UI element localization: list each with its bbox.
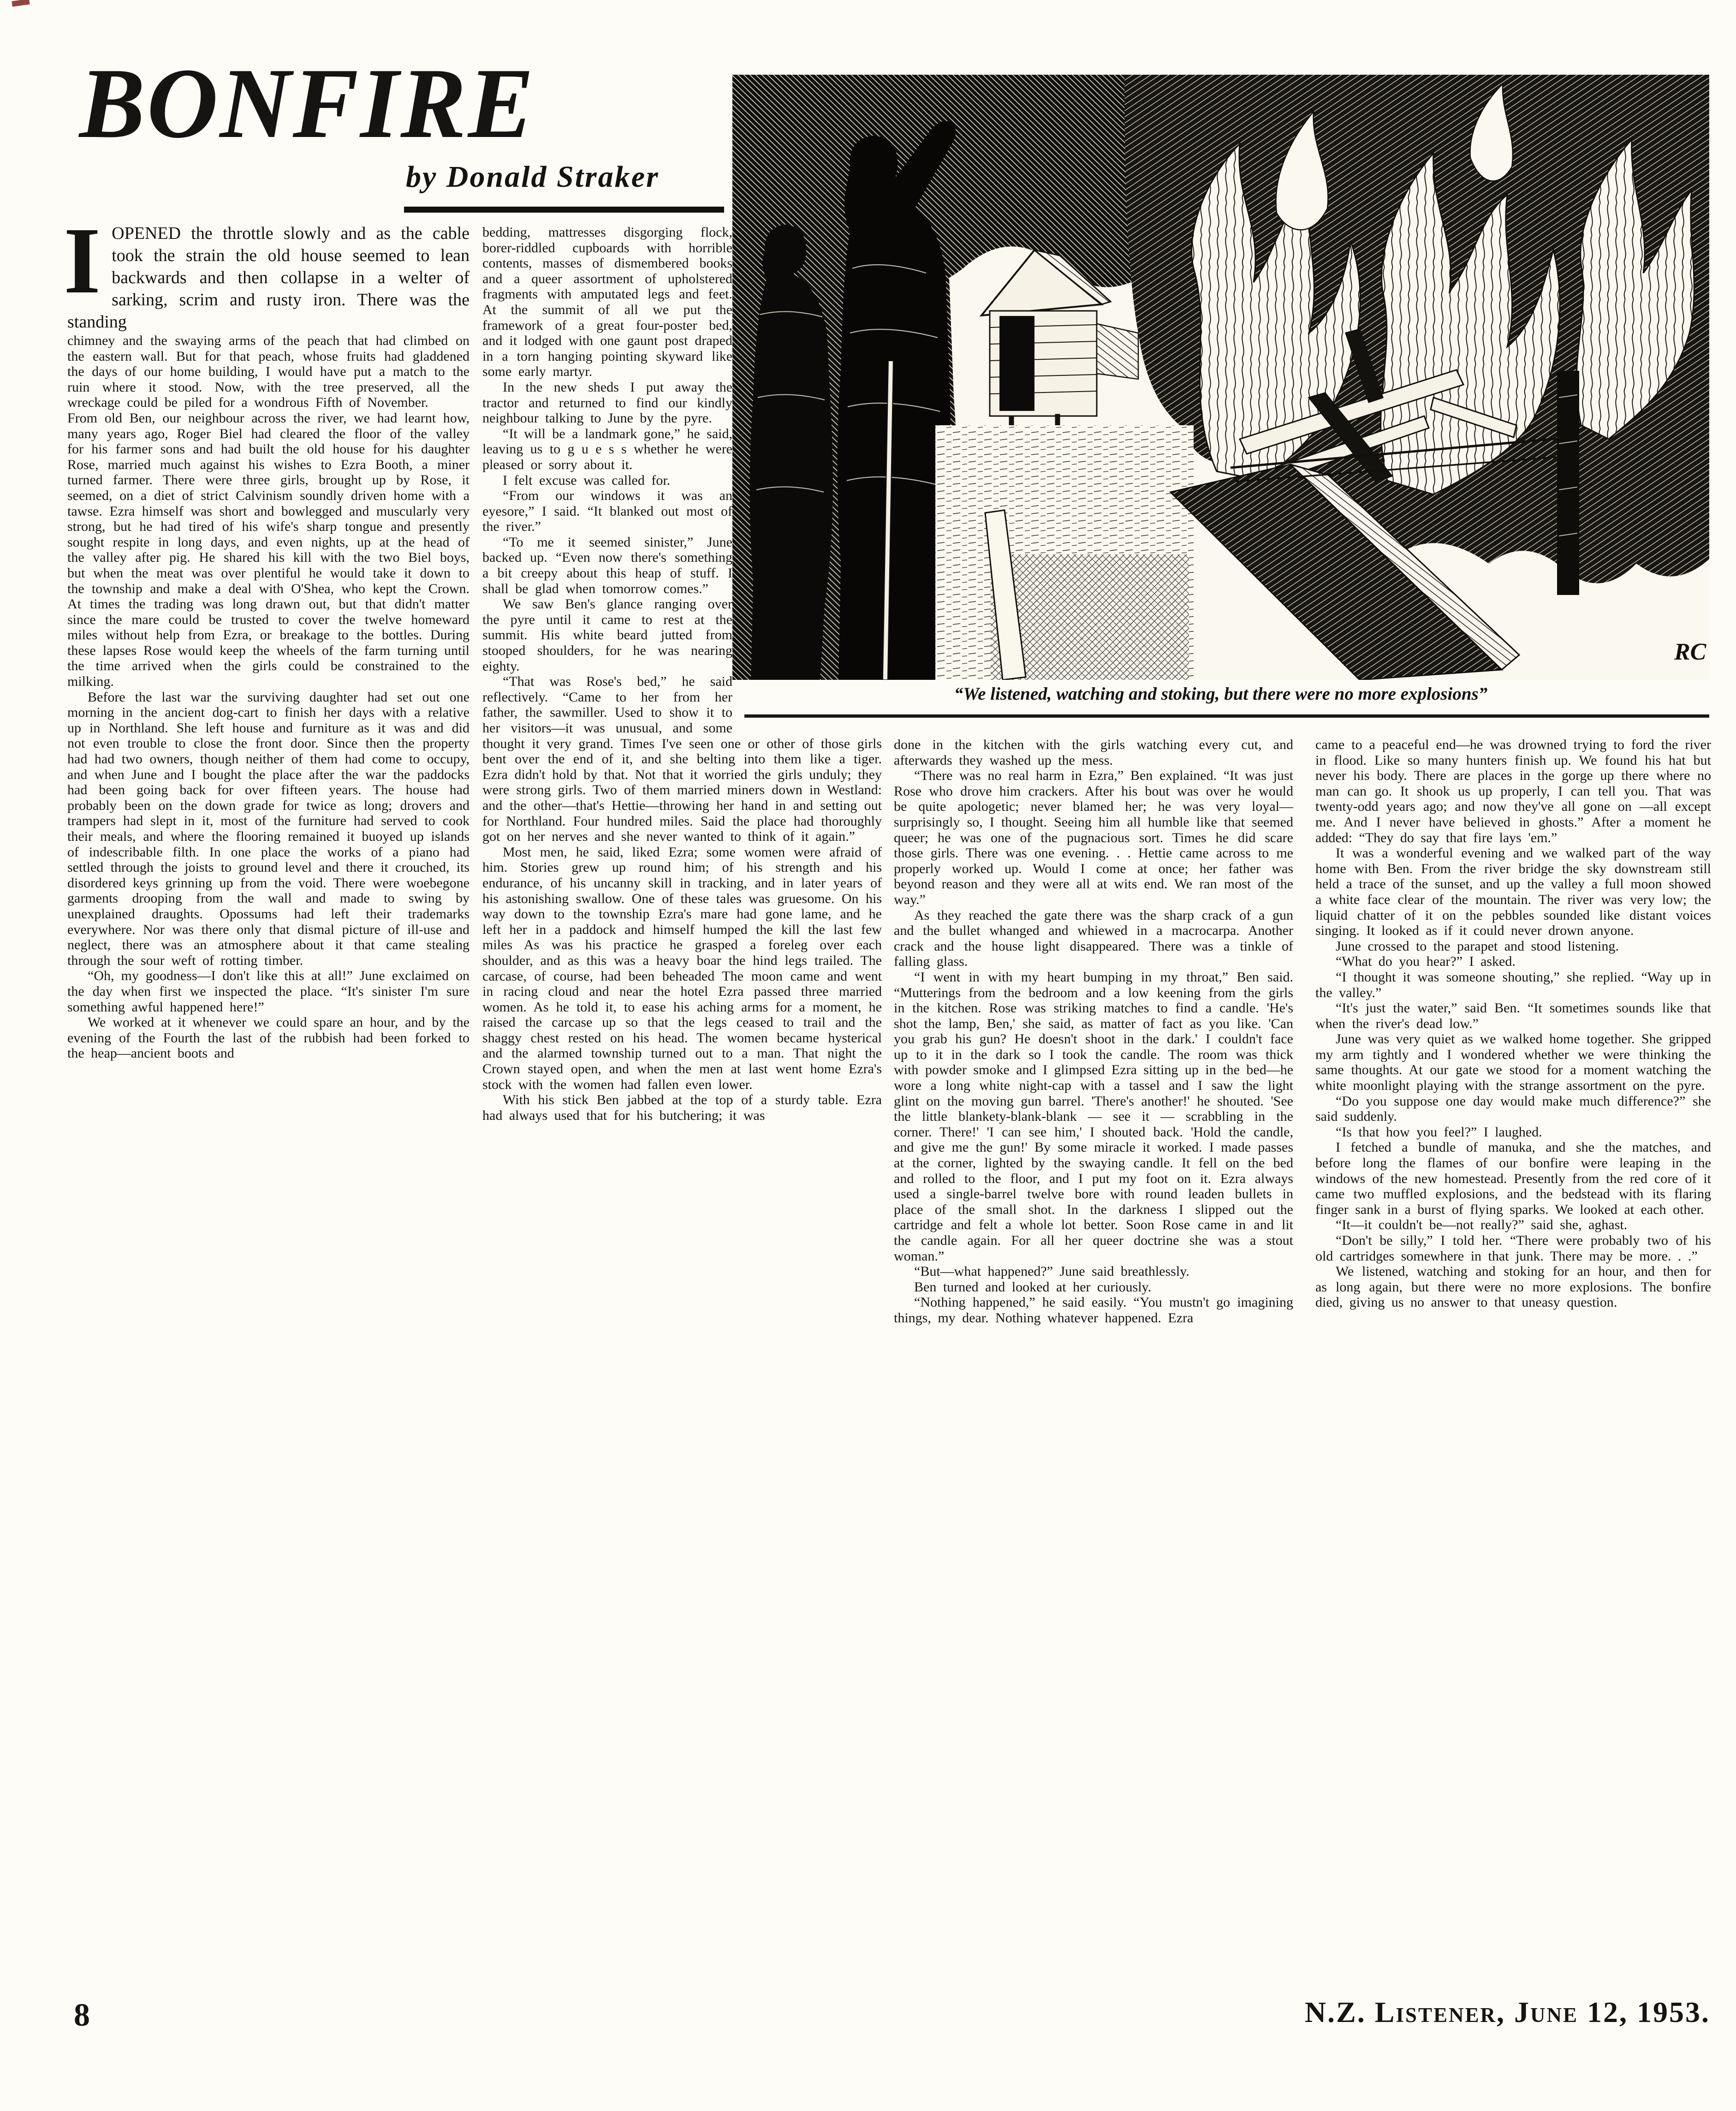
story-paragraph: “That was Rose's bed,” he said reflectively. “Came to her from her father, the sawmiller. Used to show it to her visitors—it was unusual, and some thought it very grand. Times I've seen one or other of those girls bent over the end of it, and she belting into them like a tiger. Ezra didn't hold by that. Not that it worried the girls unduly; they were strong girls. Two of them married miners down in Westland: and the other—that's Hettie—throwing her hand in and setting out for Northland. Four hundred miles. Said the place had thoroughly got on her nerves and she never wanted to think of it again.” [482, 674, 882, 844]
story-paragraph: It was a wonderful evening and we walked part of the way home with Ben. From the river bridge the sky downstream still held a trace of the sunset, and up the valley a full moon showed a white face clear of the mountain. The river was very low; the liquid chatter of it on the pebbles sounded like distant voices singing. It looked as if it could never drown anyone. [1315, 845, 1711, 939]
fence-post [1557, 371, 1579, 595]
story-paragraph: Ben turned and looked at her curiously. [914, 1279, 1152, 1295]
issue-line: N.Z. Listener, June 12, 1953. [1304, 1996, 1710, 2028]
story-paragraph: came to a peaceful end—he was drowned trying to ford the river in flood. Like so many hunters finish up. We found his hat but never his body. There are places in the gorge up there where no man can go. It shook us up properly, I can tell you. That was twenty-odd years ago; and now they've all gone on —all except me. And I never have believed in ghosts.” After a moment he added: “They do say that fire lays 'em.” [1315, 737, 1711, 845]
story-paragraph: Most men, he said, liked Ezra; some women were afraid of him. Stories grew up round him; of his strength and his endurance, of his uncanny skill in tracking, and in later years of his astonishing swallow. One of these tales was gruesome. On his way down to the township Ezra's mare had gone lame, and he left her in a paddock and himself humped the kill the last few miles As was his practice he grasped a foreleg over each shoulder, and as this was a heavy boar the hind legs trailed. The carcase, of course, had been beheaded The moon came and went in racing cloud and near the hotel Ezra passed three married women. As he told it, to ease his aching arms for a moment, he raised the carcase up so that the legs ceased to trail and the shaggy chest rested on his head. The women became hysterical and the alarmed township turned out to a man. That night the Crown stayed open, and when the men at last went home Ezra's stock with the women had fallen even lower. [482, 844, 882, 1092]
column-3-paragraphs [894, 737, 1293, 1326]
page-title: BONFIRE [79, 48, 536, 159]
story-paragraph: “It—it couldn't be—not really?” said she, aghast. [1336, 1217, 1628, 1233]
story-paragraph: As they reached the gate there was the sharp crack of a gun and the bullet whanged and whiewed in a macrocarpa. Another crack and the house light disappeared. There was a tinkle of falling glass. [894, 907, 1293, 969]
story-paragraph: “I thought it was someone shouting,” she replied. “Way up in the valley.” [1315, 969, 1711, 1000]
column-2 [482, 225, 882, 1986]
story-paragraph: Before the last war the surviving daughter had set out one morning in the ancient dog-cart to finish her days with a relative up in Northland. She left house and furniture as it was and did not even trouble to close the front door. Since then the property had had two owners, though neither of them had come to occupy, and when June and I bought the place after the war the paddocks had been going back for over fifteen years. The house had probably been on the down grade for twice as long; drovers and trampers had slept in it, most of the furniture had served to cook their meals, and where the flooring remained it buoyed up islands of indescribable filth. In one place the works of a piano had settled through the joists to ground level and there it crouched, its disordered keys grinning up from the void. There were woebegone garments drooping from the wall and made to swing by unexplained draughts. Opossums had left their trademarks everywhere. Nor was there only that dismal picture of ill-use and neglect, there was an atmosphere about it that came stealing through the sour weft of rotting timber. [67, 689, 470, 968]
story-paragraph: “It's just the water,” said Ben. “It sometimes sounds like that when the river's dead low.” [1315, 1000, 1711, 1031]
story-paragraph: June crossed to the parapet and stood listening. [1336, 938, 1619, 954]
story-paragraph: bedding, mattresses disgorging flock, borer-riddled cupboards with horrible contents, masses of dismembered books and a queer assortment of upholstered fragments with amputated legs and feet. At the summit of all we put the framework of a great four-poster bed, and it lodged with one gaunt post draped in a torn hanging pointing skyward like some early martyr. [482, 225, 732, 380]
column-1-paragraphs [67, 410, 470, 1061]
story-paragraph: “Is that how you feel?” I laughed. [1336, 1124, 1542, 1140]
story-paragraph: done in the kitchen with the girls watching every cut, and afterwards they washed up the mess. [894, 737, 1293, 768]
byline-rule [404, 207, 724, 213]
story-paragraph: We saw Ben's glance ranging over the pyre until it came to rest at the summit. His white beard jutted from stooped shoulders, for he was nearing eighty. [482, 596, 732, 674]
illustration-caption: “We listened, watching and stoking, but there were no more explosions” [954, 684, 1488, 704]
story-paragraph: “But—what happened?” June said breathlessly. [914, 1264, 1189, 1279]
story-paragraph: “There was no real harm in Ezra,” Ben explained. “It was just Rose who drove him crackers. After his bout was over he would be quite apologetic; never blamed her; he was very loyal—surprisingly so, I thought. Seeing him all humble like that seemed queer; he was one of the pugnacious sort. Times he did scare those girls. There was one evening. . . Hettie came across to me properly worked up. Would I come at once; her father was beyond reason and they were all at wits end. We ran most of the way.” [894, 768, 1293, 907]
story-paragraph: With his stick Ben jabbed at the top of a sturdy table. Ezra had always used that for his butchering; it was [482, 1092, 882, 1123]
story-paragraph: I fetched a bundle of manuka, and she the matches, and before long the flames of our bonfire were leaping in the windows of the new homestead. Presently from the red core of it came two muffled explosions, and the bedstead with its flaring finger sank in a burst of flying sparks. We looked at each other. [1315, 1140, 1711, 1217]
story-paragraph: From old Ben, our neighbour across the river, we had learnt how, many years ago, Roger Biel had cleared the floor of the valley for his farmer sons and had built the old house for his daughter Rose, married much against his wishes to Ezra Booth, a miner turned farmer. There were three girls, brought up by Rose, it seemed, on a diet of strict Calvinism soundly driven home with a tawse. Ezra himself was short and bowlegged and muscularly very strong, but he had tired of his wife's sharp tongue and presently sought respite in long days, and even nights, up at the head of the valley after pig. He shared his kill with the two Biel boys, but when the meat was over plentiful he would take it down to the township and make a deal with O'Shea, who kept the Crown. At times the trading was long drawn out, but that didn't matter since the mare could be trusted to cover the twelve homeward miles without help from Ezra, or breakage to the bottles. During these lapses Rose would keep the wheels of the farm turning until the time arrived when the girls could be constrained to the milking. [67, 410, 470, 690]
column-3 [894, 737, 1293, 2001]
column-1 [64, 208, 470, 2012]
story-paragraph: “From our windows it was an eyesore,” I said. “It blanked out most of the river.” [482, 488, 732, 535]
lead-continuation: chimney and the swaying arms of the peach that had climbed on the eastern wall. But for that peach, whose fruits had gladdened the days of our home building, I would have put a match to the ruin where it stood. Now, with the tree preserved, all the wreckage could be piled for a wondrous Fifth of November. [67, 333, 470, 410]
story-paragraph: I felt excuse was called for. [503, 472, 671, 488]
artist-signature: RC [1674, 639, 1706, 665]
shed-doorway [1000, 316, 1034, 410]
story-paragraph: “Don't be silly,” I told her. “There were probably two of his old cartridges somewhere in that junk. There may be more. . .” [1315, 1233, 1711, 1264]
drop-cap: I [64, 208, 101, 313]
page-number: 8 [74, 1998, 90, 2033]
story-paragraph: We listened, watching and stoking for an hour, and then for as long again, but there were no more explosions. The bonfire died, giving us no answer to that uneasy question. [1315, 1264, 1711, 1310]
story-paragraph: “I went in with my heart bumping in my throat,” Ben said. “Mutterings from the bedroom and a low keening from the girls in the kitchen. Rose was striking matches to find a candle. 'He's shot the lamp, Ben,' she said, as matter of fact as you like. 'Can you grab his gun? He doesn't shoot in the dark.' I couldn't face up to it in the dark so I took the candle. The room was thick with powder smoke and I glimpsed Ezra sitting up in the bed—he wore a long white night-cap with a tassel and I saw the light glint on the moving gun barrel. 'There's another!' he shouted. 'See the little blankety-blank-blank — see it — scrabbling in the corner. There!' 'I can see him,' I shouted back. 'Hold the candle, and give me the gun!' By some miracle it worked. I made passes at the corner, lighted by the swaying candle. It fell on the bed and rolled to the floor, and I put my foot on it. Ezra always used a single-barrel twelve bore with round leaden bullets in place of the small shot. In the darkness I slipped out the cartridge and felt a whole lot better. Soon Rose came in and lit the candle again. For all her queer doctrine she was a stout woman.” [894, 969, 1294, 1264]
byline: by Donald Straker [406, 160, 660, 194]
story-paragraph: June was very quiet as we walked home together. She gripped my arm tightly and I wondered whether we were thinking the same thoughts. At our gate we stood for a moment watching the white moonlight playing with the strange assortment on the pyre. [1315, 1031, 1711, 1094]
column-4-paragraphs [1315, 737, 1711, 1310]
story-paragraph: “It will be a landmark gone,” he said, leaving us to g u e s s whether he were pleased or sorry about it. [482, 426, 733, 472]
scan-artifact-mark [12, 0, 30, 7]
story-paragraph: “Nothing happened,” he said easily. “You mustn't go imagining things, my dear. Nothing whatever happened. Ezra [894, 1295, 1293, 1326]
story-paragraph: “Do you suppose one day would make much difference?” she said suddenly. [1315, 1093, 1711, 1124]
story-paragraph: “What do you hear?” I asked. [1336, 954, 1516, 969]
story-paragraph: “Oh, my goodness—I don't like this at all!” June exclaimed on the day when first we inspected the place. “It's sinister I'm sure something awful happened here!” [67, 968, 470, 1015]
lead-text: OPENED the throttle slowly and as the cable took the strain the old house seemed to lean backwards and then collapse in a welter of sarking, scrim and rusty iron. There was the standing [67, 224, 470, 332]
column-4 [1315, 737, 1711, 2001]
illustration-overlap-spacer [732, 225, 882, 732]
caption-rule [744, 714, 1709, 718]
story-paragraph: We worked at it whenever we could spare an hour, and by the evening of the Fourth the last of the rubbish had been forked to the heap—ancient boots and [67, 1015, 470, 1061]
opening-paragraph [64, 208, 470, 333]
story-paragraph: “To me it seemed sinister,” June backed up. “Even now there's something a bit creepy about this heap of stuff. I shall be glad when tomorrow comes.” [482, 534, 732, 596]
story-paragraph: In the new sheds I put away the tractor and returned to find our kindly neighbour talking to June by the pyre. [482, 379, 732, 426]
